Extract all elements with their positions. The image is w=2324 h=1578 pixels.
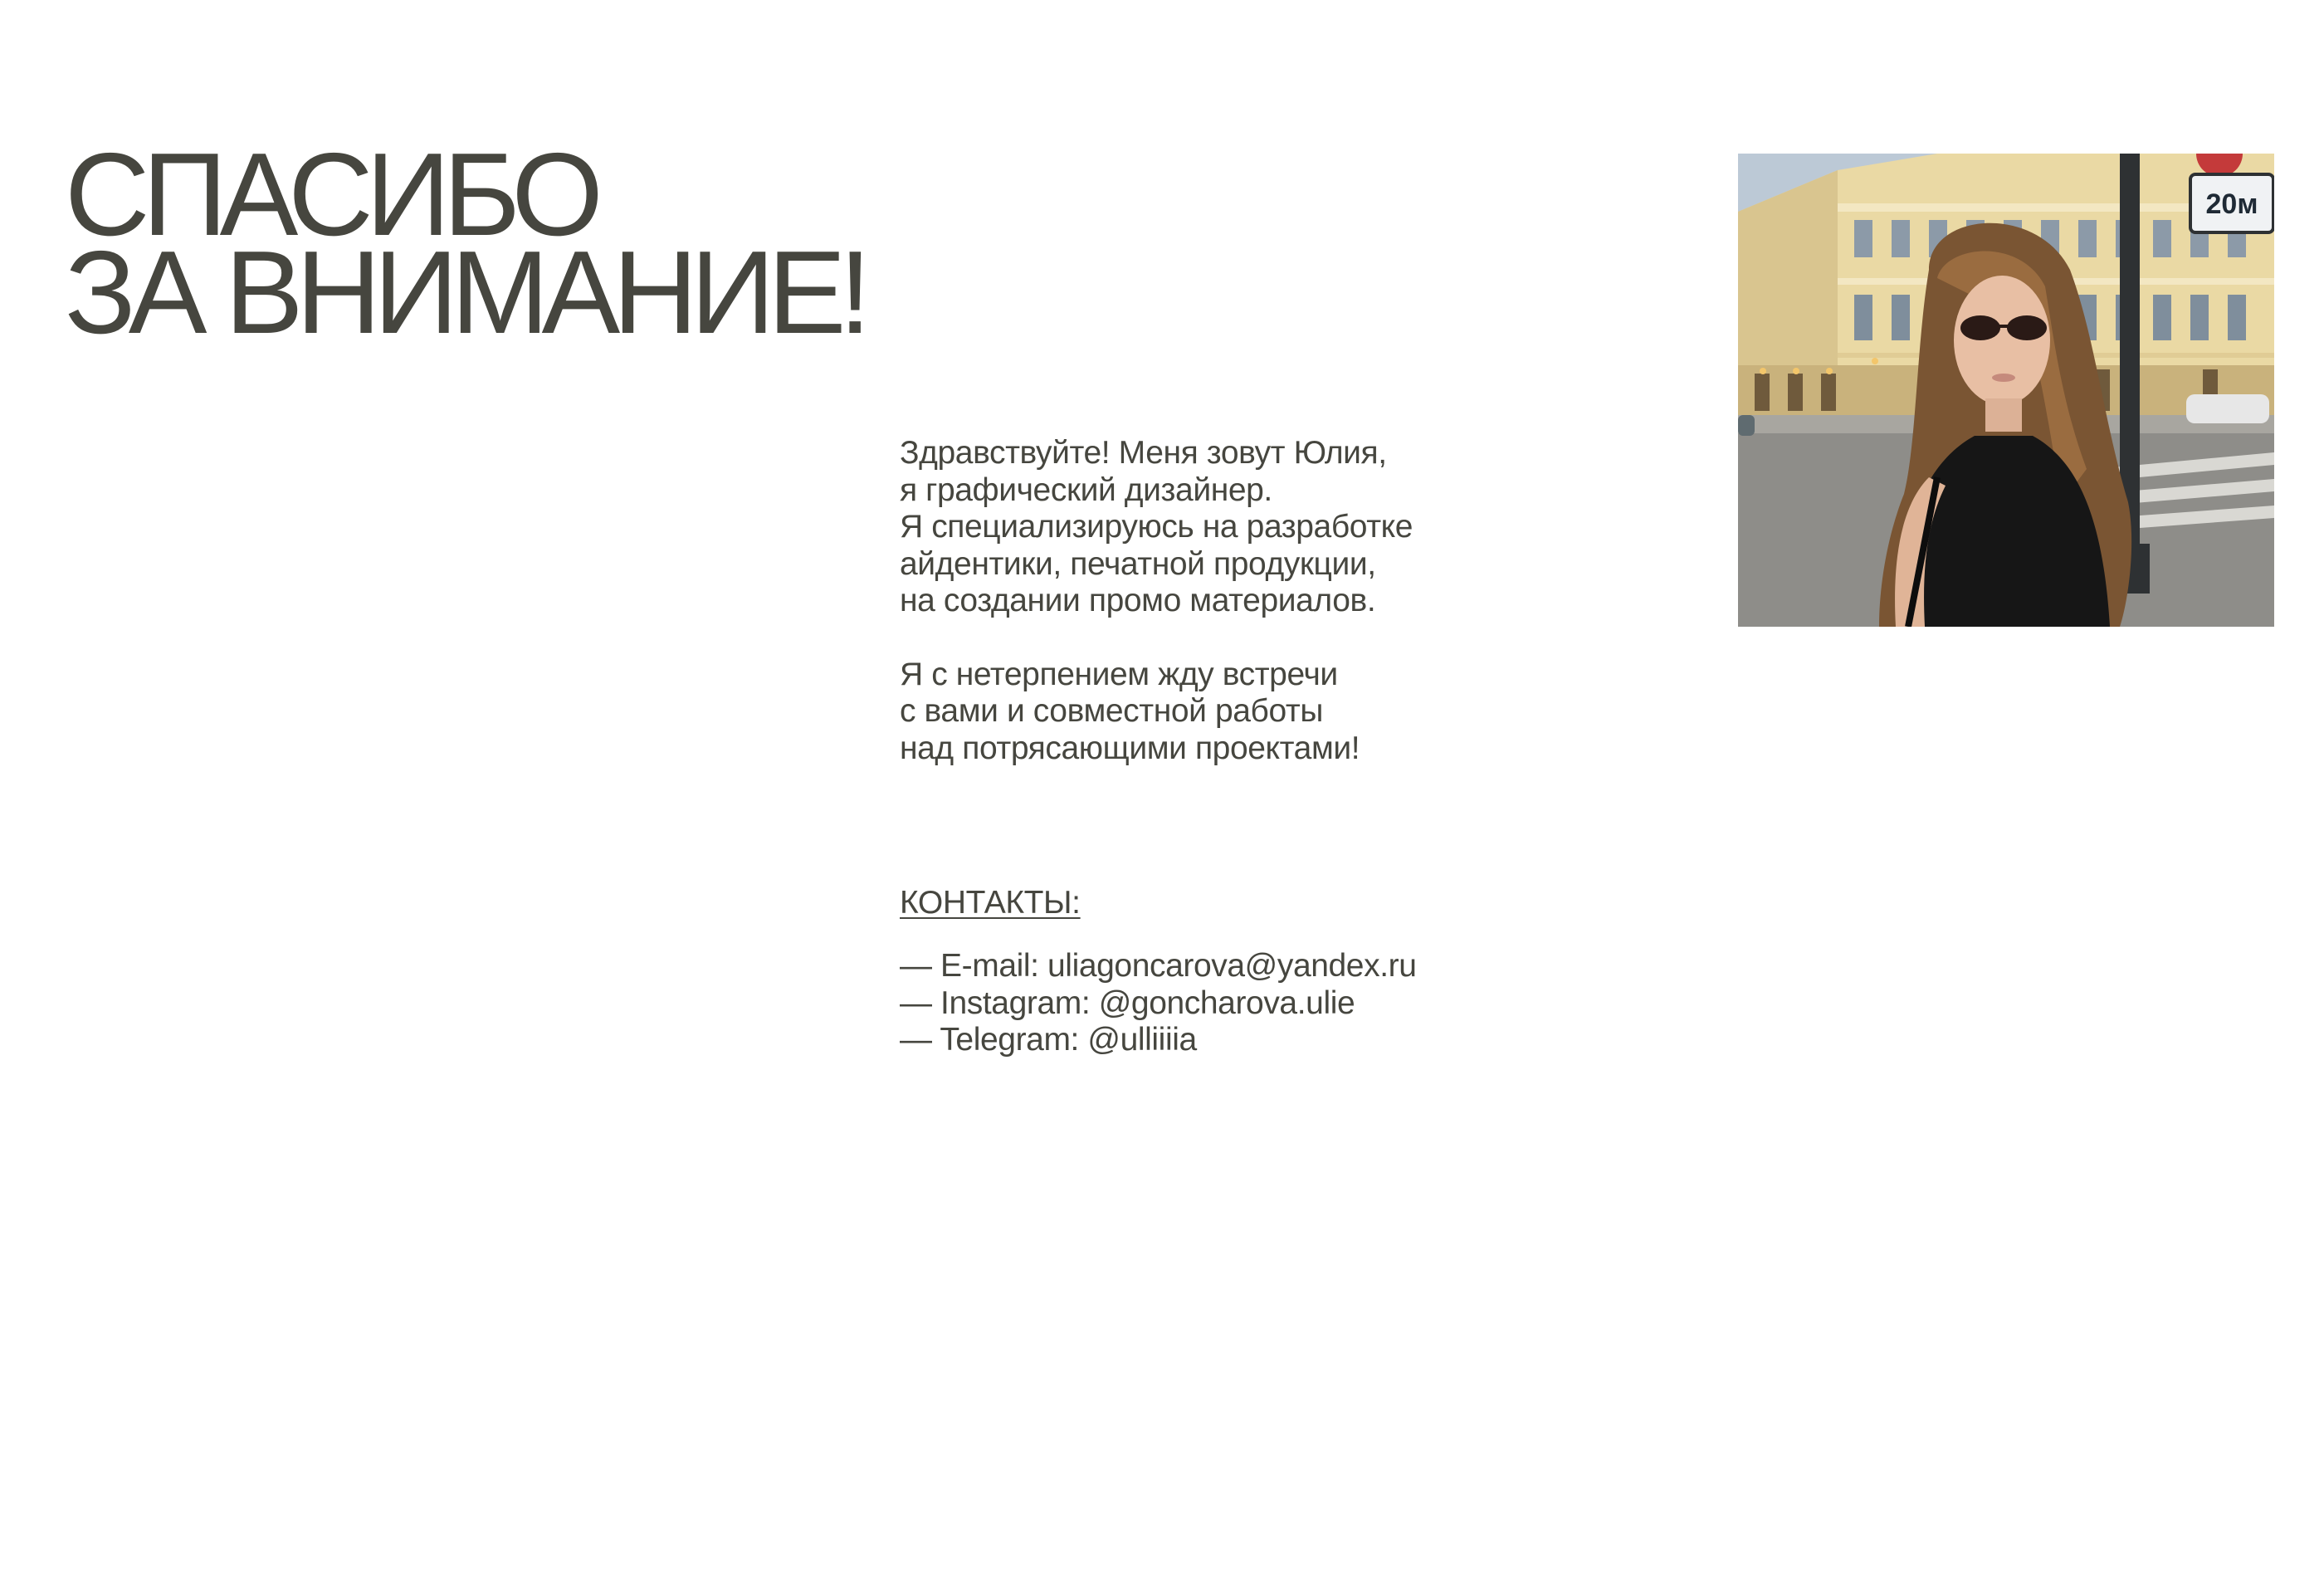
sign-text: 20м — [2205, 188, 2258, 220]
title-line-1: СПАСИБО — [65, 129, 596, 261]
intro-text — [900, 435, 1413, 767]
intro-paragraph-2 — [900, 657, 1413, 768]
intro-line: айдентики, печатной продукции, — [900, 545, 1376, 582]
contact-email[interactable]: — E-mail: uliagoncarova@yandex.ru — [900, 948, 1417, 984]
intro-paragraph-1 — [900, 435, 1413, 620]
intro-line: я графический дизайнер. — [900, 471, 1272, 508]
portrait-photo — [1738, 154, 2274, 627]
contact-instagram[interactable]: — Instagram: @goncharova.ulie — [900, 984, 1355, 1021]
intro-line: Здравствуйте! Меня зовут Юлия, — [900, 435, 1387, 471]
intro-line: с вами и совместной работы — [900, 693, 1324, 729]
intro-line: над потрясающими проектами! — [900, 730, 1360, 766]
contacts-list — [900, 948, 1417, 1059]
contact-telegram[interactable]: — Telegram: @ulliiiia — [900, 1022, 1197, 1058]
page-title — [65, 129, 865, 359]
intro-line: Я с нетерпением жду встречи — [900, 656, 1338, 692]
intro-line: на создании промо материалов. — [900, 583, 1376, 618]
intro-line: Я специализируюсь на разработке — [900, 509, 1413, 545]
contacts-heading: КОНТАКТЫ: — [900, 885, 1081, 921]
title-line-2: ЗА ВНИМАНИЕ! — [65, 227, 865, 359]
